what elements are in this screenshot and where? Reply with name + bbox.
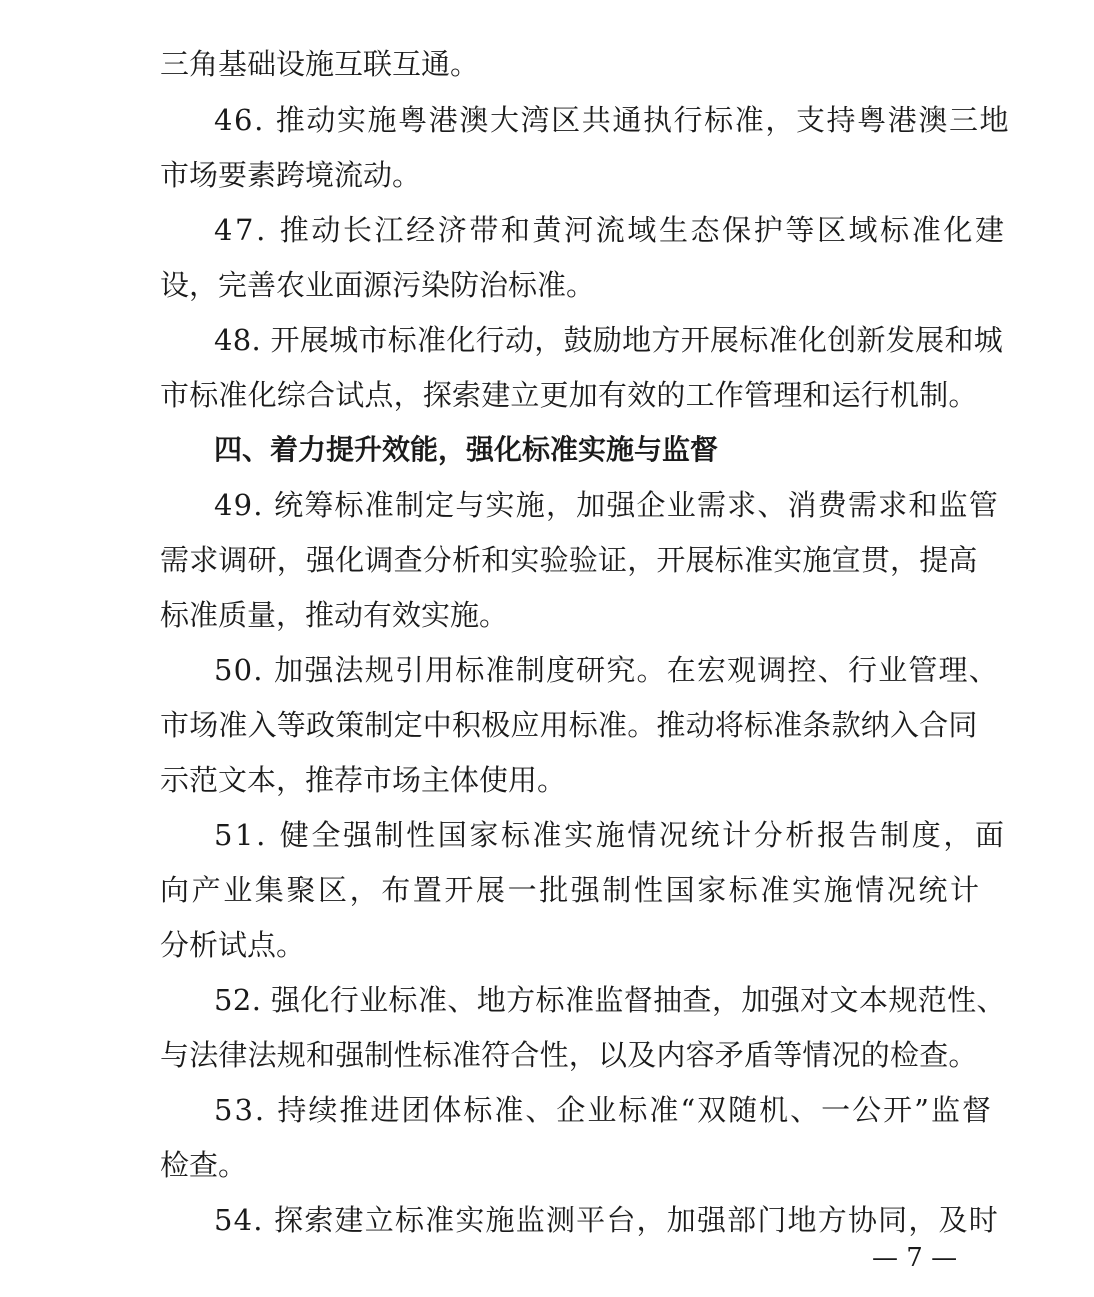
text-line: 需求调研，强化调查分析和实验验证，开展标准实施宣贯，提高 [160, 543, 978, 577]
text-line: 市场准入等政策制定中积极应用标准。推动将标准条款纳入合同 [160, 708, 978, 742]
text-line: 市标准化综合试点，探索建立更加有效的工作管理和运行机制。 [160, 378, 978, 412]
text-line: 与法律法规和强制性标准符合性，以及内容矛盾等情况的检查。 [160, 1038, 978, 1072]
text-line: 49. 统筹标准制定与实施，加强企业需求、消费需求和监管 [214, 488, 999, 522]
text-line: 市场要素跨境流动。 [160, 158, 422, 192]
text-line: 52. 强化行业标准、地方标准监督抽查，加强对文本规范性、 [214, 983, 1006, 1017]
text-line: 54. 探索建立标准实施监测平台，加强部门地方协同，及时 [214, 1203, 999, 1237]
text-line: 标准质量，推动有效实施。 [160, 598, 509, 632]
text-line: 47. 推动长江经济带和黄河流域生态保护等区域标准化建 [214, 213, 1007, 247]
text-line: 51. 健全强制性国家标准实施情况统计分析报告制度，面 [214, 818, 1007, 852]
text-line: 设，完善农业面源污染防治标准。 [160, 268, 596, 302]
text-line: 分析试点。 [160, 928, 306, 962]
text-line: 48. 开展城市标准化行动，鼓励地方开展标准化创新发展和城 [214, 323, 1004, 357]
text-line: 46. 推动实施粤港澳大湾区共通执行标准，支持粤港澳三地 [214, 103, 1011, 137]
text-line: 三角基础设施互联互通。 [160, 47, 480, 81]
text-line: 检查。 [160, 1148, 248, 1182]
text-line: 50. 加强法规引用标准制度研究。在宏观调控、行业管理、 [214, 653, 999, 687]
text-line: 示范文本，推荐市场主体使用。 [160, 763, 567, 797]
text-line: 向产业集聚区，布置开展一批强制性国家标准实施情况统计 [160, 873, 982, 907]
text-line: 53. 持续推进团体标准、企业标准“双随机、一公开”监督 [214, 1093, 993, 1127]
page-number: — 7 — [872, 1243, 958, 1273]
section-heading: 四、着力提升效能，强化标准实施与监督 [214, 433, 719, 466]
